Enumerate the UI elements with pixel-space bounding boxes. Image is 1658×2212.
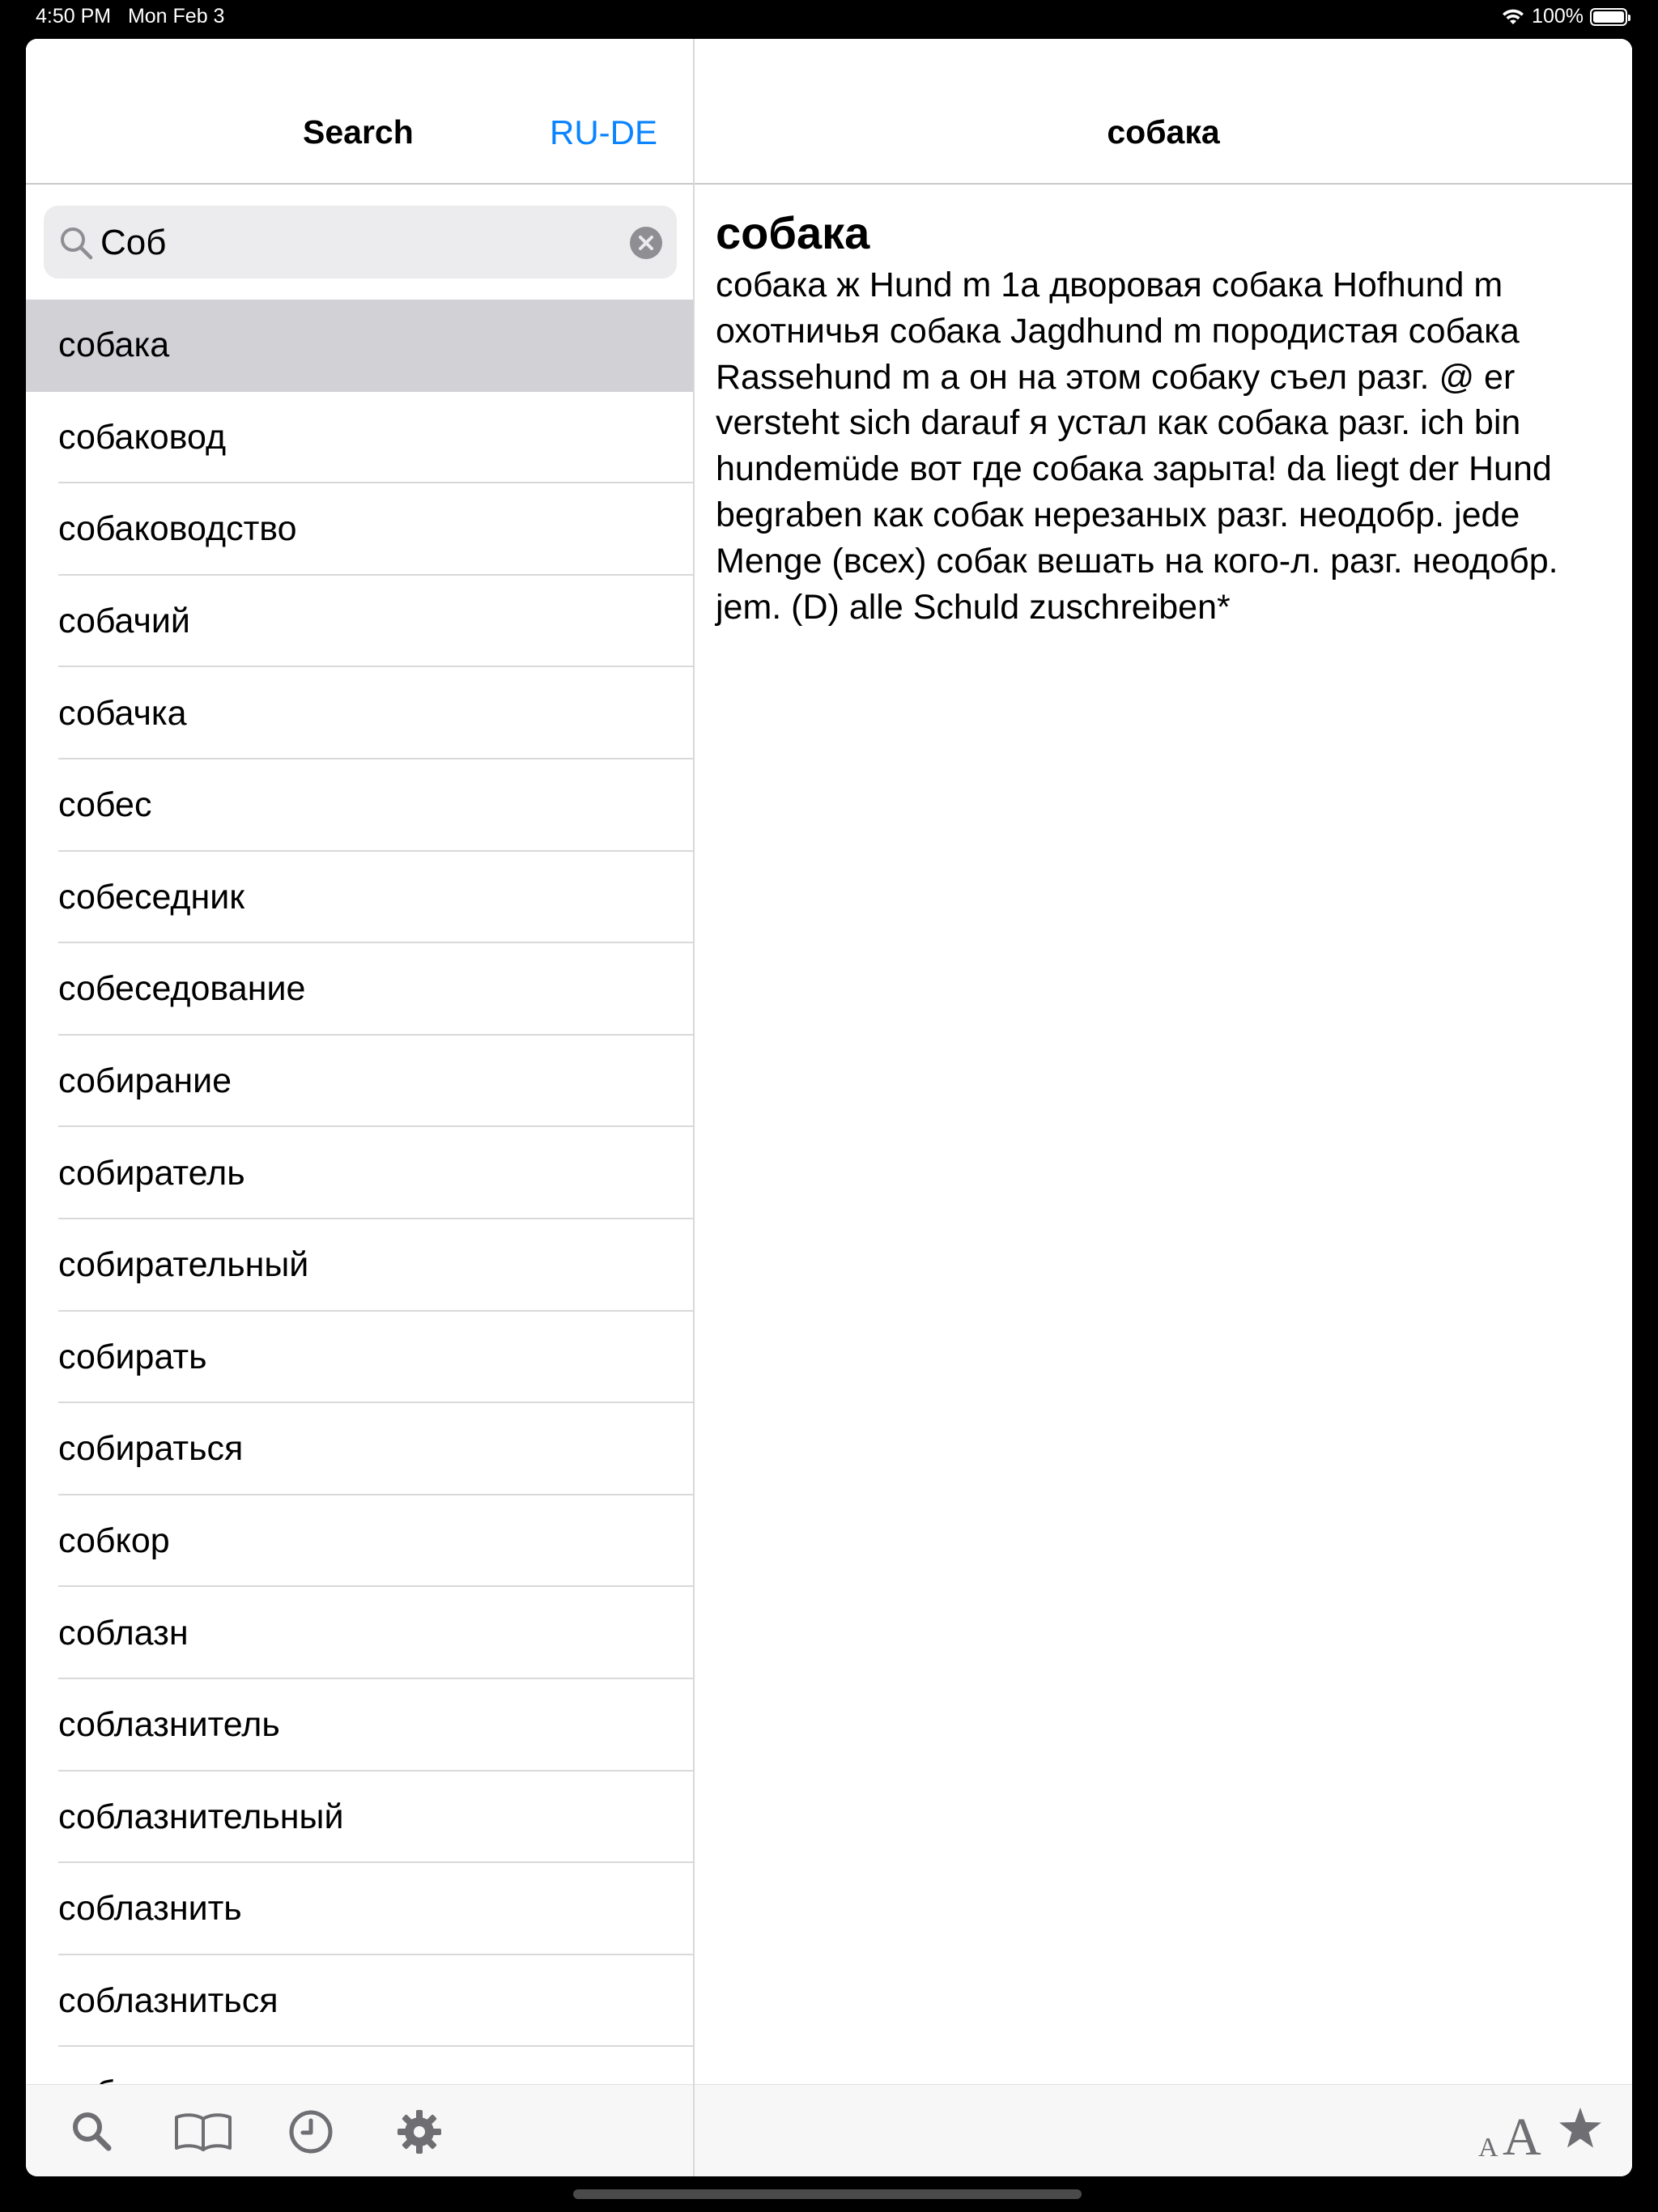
svg-text:A: A xyxy=(1503,2108,1541,2159)
status-time xyxy=(36,5,224,28)
result-item[interactable]: соблазнительный xyxy=(26,1772,693,1864)
battery-icon xyxy=(1590,8,1627,26)
dictionary-entry xyxy=(716,207,1614,630)
language-direction-button[interactable]: RU-DE xyxy=(550,113,657,151)
entry-nav-bar xyxy=(695,39,1632,185)
search-icon[interactable] xyxy=(68,2108,117,2156)
status-time-text: 4:50 PM xyxy=(36,5,112,28)
result-item[interactable]: собирание xyxy=(26,1036,693,1128)
search-icon xyxy=(58,225,94,261)
book-icon[interactable] xyxy=(172,2108,235,2156)
result-item[interactable]: соблазнитель xyxy=(26,1679,693,1772)
search-pane xyxy=(26,39,695,2176)
entry-pane xyxy=(695,39,1632,2176)
favorite-star-icon[interactable] xyxy=(1558,2106,1603,2151)
result-item[interactable]: собеседование xyxy=(26,943,693,1036)
search-input[interactable] xyxy=(99,206,620,280)
wifi-icon xyxy=(1501,8,1525,26)
result-item[interactable]: собирательный xyxy=(26,1219,693,1312)
status-bar xyxy=(0,0,1658,36)
app-window xyxy=(26,39,1632,2176)
entry-toolbar xyxy=(695,2084,1632,2176)
entry-definition: собака ж Hund m 1a дворовая собака Hofhund m охотничья собака Jagdhund m породистая собака Rassehund m а он на этом собаку съел разг. @ er versteht sich darauf я устал как собака разг. ich bin hundemüde вот где собака зарыта! da liegt der Hund begraben как собак нерезаных разг. неодобр. jede Menge (всех) собак вешать на кого-л. разг. неодобр. jem. (D) alle Schuld zuschreiben* xyxy=(716,266,1558,627)
status-indicators xyxy=(1501,5,1627,28)
entry-title: собака xyxy=(1107,113,1220,151)
result-item[interactable]: собеседник xyxy=(26,852,693,944)
result-item[interactable]: собиратель xyxy=(26,1127,693,1219)
home-indicator xyxy=(573,2189,1082,2199)
result-item[interactable]: собес xyxy=(26,759,693,852)
svg-text:A: A xyxy=(1478,2133,1499,2159)
font-size-icon[interactable] xyxy=(1475,2099,1550,2159)
search-title: Search xyxy=(303,113,414,151)
result-item[interactable]: собака xyxy=(26,300,693,392)
clear-search-icon[interactable] xyxy=(630,227,662,259)
search-results-list xyxy=(26,300,693,2126)
battery-percent: 100% xyxy=(1532,5,1584,28)
status-date: Mon Feb 3 xyxy=(127,5,225,28)
search-nav-bar xyxy=(26,39,693,185)
history-clock-icon[interactable] xyxy=(287,2108,335,2156)
result-item[interactable]: собаковод xyxy=(26,392,693,484)
entry-headword: собака xyxy=(716,207,870,258)
result-item[interactable]: соблазнить xyxy=(26,1863,693,1955)
result-item[interactable]: соблазниться xyxy=(26,1955,693,2048)
result-item[interactable]: соблазн xyxy=(26,1587,693,1679)
result-item[interactable]: собачка xyxy=(26,667,693,759)
search-field[interactable] xyxy=(44,206,677,279)
bottom-tab-bar xyxy=(26,2084,693,2176)
result-item[interactable]: собкор xyxy=(26,1495,693,1588)
result-item[interactable]: собаководство xyxy=(26,483,693,576)
result-item[interactable]: собираться xyxy=(26,1403,693,1495)
result-item[interactable]: собирать xyxy=(26,1312,693,1404)
result-item[interactable]: собачий xyxy=(26,576,693,668)
gear-icon[interactable] xyxy=(395,2108,444,2156)
